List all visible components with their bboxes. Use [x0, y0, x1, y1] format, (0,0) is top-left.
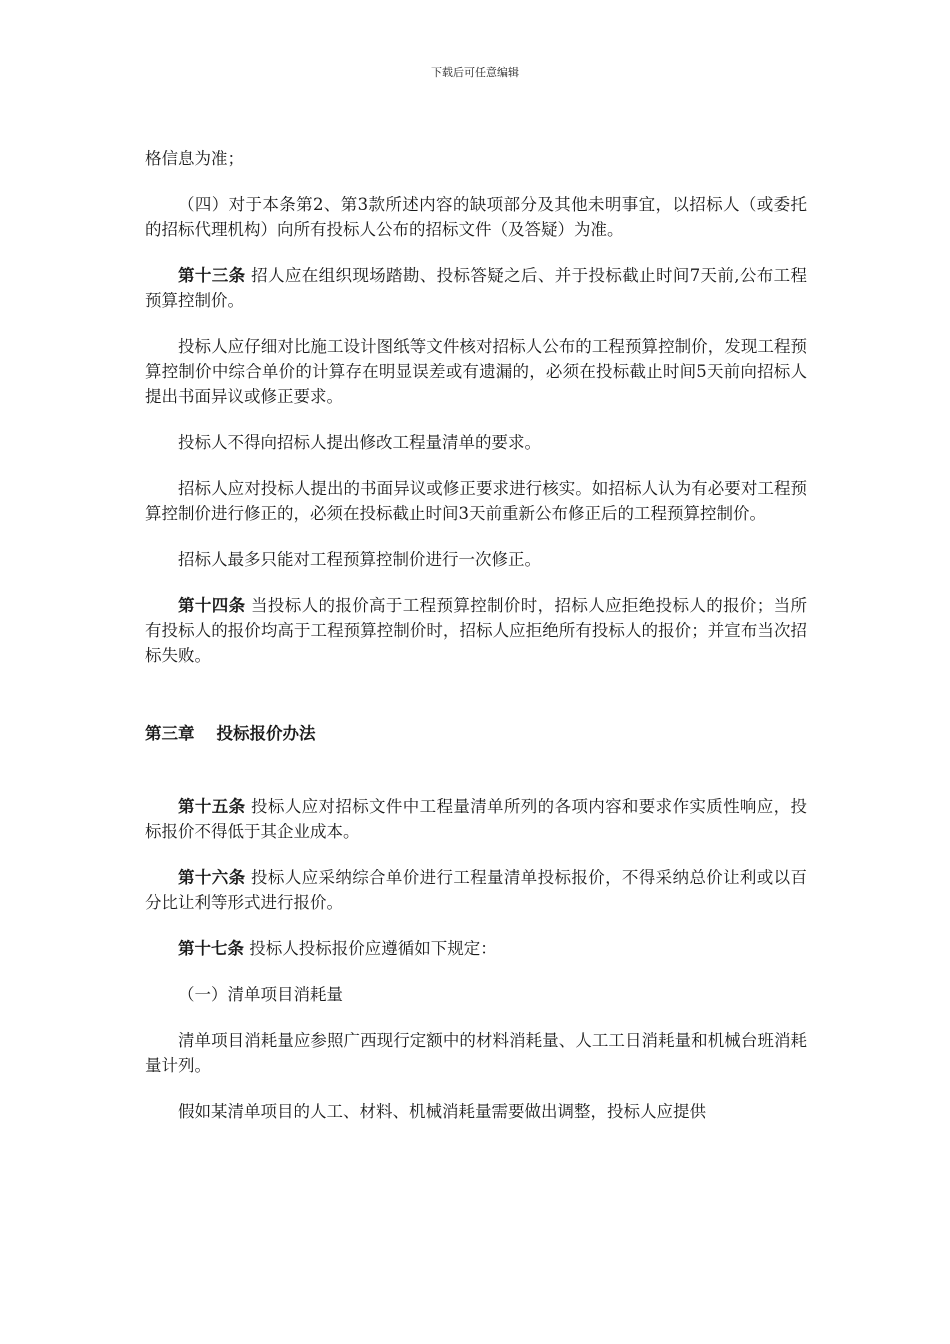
paragraph-text: （四）对于本条第2、第3款所述内容的缺项部分及其他未明事宜，以招标人（或委托的招标代理机构）向所有投标人公布的招标文件（及答疑）为准。 — [145, 195, 807, 239]
article-14 — [145, 593, 807, 668]
page-header-note: 下载后可任意编辑 — [431, 66, 519, 79]
chapter-heading — [145, 721, 807, 746]
paragraph-text: 招标人最多只能对工程预算控制价进行一次修正。 — [178, 550, 541, 569]
paragraph-text: 当投标人的报价高于工程预算控制价时，招标人应拒绝投标人的报价；当所有投标人的报价均高于工程预算控制价时，招标人应拒绝所有投标人的报价；并宣布当次招标失败。 — [145, 596, 808, 665]
article-15 — [145, 794, 807, 844]
article-number: 第十七条 — [178, 939, 244, 958]
article-number: 第十五条 — [178, 797, 246, 816]
paragraph-consumption — [145, 1028, 807, 1078]
paragraph-text: （一）清单项目消耗量 — [178, 985, 343, 1004]
paragraph-text: 投标人应采纳综合单价进行工程量清单投标报价，不得采纳总价让利或以百分比让利等形式进行报价。 — [145, 868, 808, 912]
paragraph-4 — [145, 334, 807, 409]
paragraph-7 — [145, 547, 807, 572]
chapter-number: 第三章 — [145, 724, 195, 743]
paragraph-text: 投标人不得向招标人提出修改工程量清单的要求。 — [178, 433, 541, 452]
paragraph-text: 格信息为准； — [145, 149, 244, 168]
article-number: 第十四条 — [178, 596, 246, 615]
paragraph-2 — [145, 192, 807, 242]
paragraph-5 — [145, 430, 807, 455]
paragraph-1 — [145, 146, 807, 171]
paragraph-text: 投标人应对招标文件中工程量清单所列的各项内容和要求作实质性响应，投标报价不得低于其企业成本。 — [145, 797, 808, 841]
chapter-title: 投标报价办法 — [216, 724, 316, 743]
article-number: 第十三条 — [178, 266, 246, 285]
paragraph-text: 清单项目消耗量应参照广西现行定额中的材料消耗量、人工工日消耗量和机械台班消耗量计列。 — [145, 1031, 807, 1075]
sub-item-1 — [145, 982, 807, 1007]
paragraph-text: 招人应在组织现场踏勘、投标答疑之后、并于投标截止时间7天前,公布工程预算控制价。 — [145, 266, 808, 310]
paragraph-adjustment — [145, 1099, 807, 1124]
document-body — [145, 146, 807, 1145]
article-13 — [145, 263, 807, 313]
article-16 — [145, 865, 807, 915]
paragraph-text: 假如某清单项目的人工、材料、机械消耗量需要做出调整，投标人应提供 — [178, 1102, 706, 1121]
paragraph-6 — [145, 476, 807, 526]
paragraph-text: 招标人应对投标人提出的书面异议或修正要求进行核实。如招标人认为有必要对工程预算控制价进行修正的，必须在投标截止时间3天前重新公布修正后的工程预算控制价。 — [145, 479, 807, 523]
paragraph-text: 投标人应仔细对比施工设计图纸等文件核对招标人公布的工程预算控制价，发现工程预算控制价中综合单价的计算存在明显误差或有遗漏的，必须在投标截止时间5天前向招标人提出书面异议或修正要求。 — [145, 337, 807, 406]
paragraph-text: 投标人投标报价应遵循如下规定： — [249, 939, 497, 958]
article-17 — [145, 936, 807, 961]
article-number: 第十六条 — [178, 868, 246, 887]
